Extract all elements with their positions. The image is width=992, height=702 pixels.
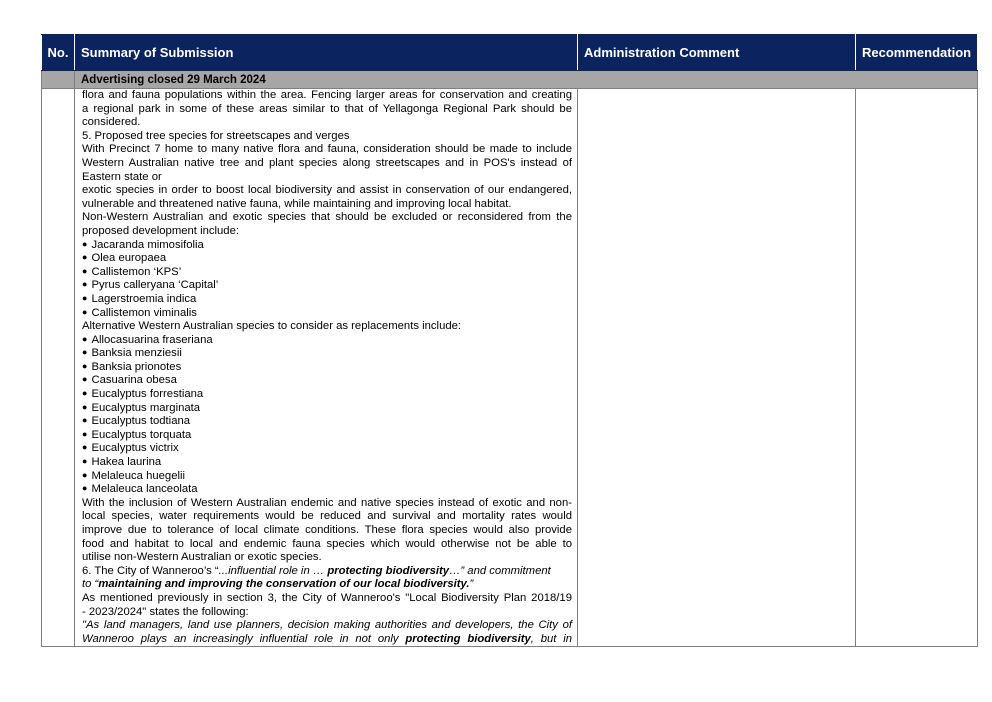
list-item: ● Pyrus calleryana ‘Capital’ <box>82 279 572 293</box>
heading-6-part: ” <box>469 578 474 591</box>
list-item: ● Banksia prionotes <box>82 361 572 375</box>
list-item: ● Callistemon ‘KPS’ <box>82 266 572 280</box>
header-no: No. <box>42 35 75 71</box>
heading-6-part: …” and commitment <box>449 564 551 577</box>
list-item: ● Eucalyptus victrix <box>82 442 572 456</box>
list-item: ● Eucalyptus forrestiana <box>82 388 572 402</box>
section-heading-6 <box>82 565 572 579</box>
heading-6-part: maintaining and improving the conservation of our local biodiversity. <box>98 578 470 591</box>
summary-cell <box>75 89 578 647</box>
list-item: ● Olea europaea <box>82 252 572 266</box>
text-line: food and habitat to local and endemic fauna species which would otherwise not be able to <box>82 537 572 550</box>
text-line: vulnerable and threatened native fauna, while maintaining and improving local habitat. <box>82 197 512 210</box>
list-item: ● Melaleuca lanceolata <box>82 483 572 497</box>
text-line: With the inclusion of Western Australian endemic and native species instead of exotic and non- <box>82 496 572 509</box>
list-item: ● Callistemon viminalis <box>82 307 572 321</box>
table-header-row <box>42 35 978 71</box>
text-line: a regional park in some of these areas similar to that of Yellagonga Regional Park should be <box>82 102 572 115</box>
quote-part: protecting biodiversity <box>405 632 531 645</box>
recommendation-cell <box>856 89 978 647</box>
section-row <box>42 71 978 89</box>
exclude-species-list <box>82 239 572 321</box>
list-item: ● Hakea laurina <box>82 456 572 470</box>
text-line: improve due to tolerance of local climate conditions. These flora species would also provide <box>82 524 572 536</box>
section-heading: 5. Proposed tree species for streetscapes and verges <box>82 129 350 142</box>
text-line: - 2023/2024" states the following: <box>82 605 249 618</box>
text-line: Alternative Western Australian species to consider as replacements include: <box>82 320 462 333</box>
list-item: ● Jacaranda mimosifolia <box>82 239 572 253</box>
list-item: ● Eucalyptus marginata <box>82 402 572 416</box>
no-cell <box>42 89 75 647</box>
header-admin-comment: Administration Comment <box>578 35 856 71</box>
alternative-species-list <box>82 334 572 497</box>
text-line: local species, water requirements would be reduced and survival and mortality rates would <box>82 510 572 523</box>
text-line: flora and fauna populations within the area. Fencing larger areas for conservation and creating <box>82 89 572 101</box>
text-line: utilise non-Western Australian or exotic species. <box>82 551 322 564</box>
text-line: Western Australian native tree and plant species along streetscapes and in POS's instead of <box>82 156 572 169</box>
submissions-table <box>41 34 978 647</box>
list-item: ● Casuarina obesa <box>82 374 572 388</box>
text-line: considered. <box>82 116 141 129</box>
quote-line <box>82 633 572 647</box>
heading-6-part: 6. The City of Wanneroo’s “ <box>82 564 219 577</box>
admin-comment-cell <box>578 89 856 647</box>
list-item: ● Eucalyptus torquata <box>82 429 572 443</box>
section-heading-6-line2 <box>82 578 572 592</box>
header-summary: Summary of Submission <box>75 35 578 71</box>
list-item: ● Eucalyptus todtiana <box>82 415 572 429</box>
text-line: With Precinct 7 home to many native flora and fauna, consideration should be made to include <box>82 143 572 156</box>
table-row <box>42 89 978 647</box>
quote-part: Wanneroo plays an increasingly influential role in not only <box>82 632 406 645</box>
text-line: Eastern state or <box>82 170 162 183</box>
text-line: Non-Western Australian and exotic species that should be excluded or reconsidered from the <box>82 211 572 224</box>
heading-6-part: ...influential role in … <box>218 564 328 577</box>
section-label: Advertising closed 29 March 2024 <box>75 71 978 89</box>
list-item: ● Banksia menziesii <box>82 347 572 361</box>
heading-6-part: to “ <box>82 578 99 591</box>
heading-6-part: protecting biodiversity <box>327 564 450 577</box>
text-line: exotic species in order to boost local biodiversity and assist in conservation of our endangered, <box>82 184 572 197</box>
list-item: ● Allocasuarina fraseriana <box>82 334 572 348</box>
list-item: ● Lagerstroemia indica <box>82 293 572 307</box>
quote-line: "As land managers, land use planners, decision making authorities and developers, the City of <box>82 619 572 632</box>
text-line: As mentioned previously in section 3, the City of Wanneroo's "Local Biodiversity Plan 2018/19 <box>82 591 572 604</box>
text-line: proposed development include: <box>82 224 240 237</box>
list-item: ● Melaleuca huegelii <box>82 470 572 484</box>
header-recommendation: Recommendation <box>856 35 978 71</box>
quote-part: , but in <box>530 632 572 645</box>
